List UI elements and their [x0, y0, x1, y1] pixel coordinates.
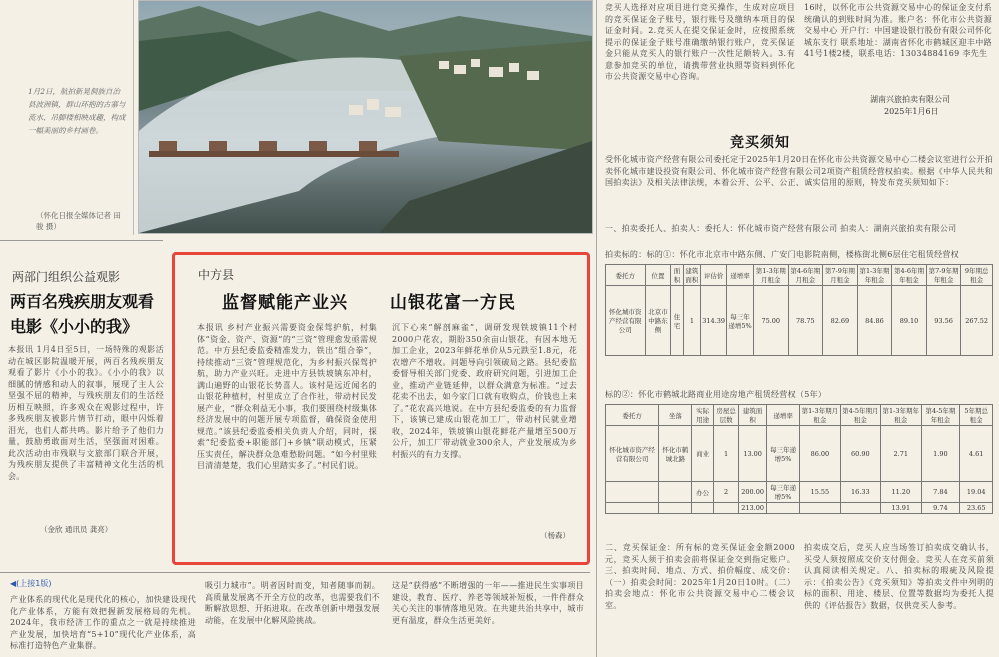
center-article-col2: 沉下心来“解剖麻雀”，调研发现铁坡镇11个村2000户花农，期盼350余亩山银花，有因本地无加工企业，2023年鲜花单价从5元跌至1.8元，花农增产不增收。问题导向引领破局之路。县纪委监委督导相关部门党委、政府研究问题，引进加工企业，推动产业链延伸，以群众满意为标准。“过去花卖不出去，如今家门口就有收购点，价钱也上来了。”花农高兴地说。在中方县纪委监委的有力监督下，该镇已建成山银花加工厂，带动村民就业增收，2024年，铁坡镇山银花鲜花产量增至500万公斤，加工厂带动就业300余人，产业发展成为乡村振兴的有力支撑。: [392, 323, 577, 459]
table-cell: 委托方: [606, 405, 659, 426]
table-cell: 314.39: [701, 286, 727, 356]
auction-lot1-desc: 拍卖标的：标的①：怀化市北京市中路东侧、广安门电影院南侧，楼栋街北侧6层住宅租赁经营权: [605, 250, 959, 259]
table-cell: [800, 503, 840, 514]
table-header-row: [606, 405, 993, 426]
table-cell: [692, 503, 713, 514]
table-cell: 19.04: [960, 482, 993, 503]
notice-date: 2025年1月6日: [884, 107, 939, 116]
table-total-row: [606, 503, 993, 514]
table-cell: 13.91: [881, 503, 921, 514]
table-cell: 商业: [692, 426, 713, 482]
table-cell: 住宅: [671, 286, 683, 356]
photo-credit: （怀化日报全媒体记者 田骏 摄）: [36, 211, 121, 231]
table-cell: 递增率: [727, 265, 754, 286]
right-top-left-col: 竞买人选择对应项目进行竞买操作，生成对应项目的竞买保证金子账号，银行账号及缴纳本项目的保证金时间。2.竞买人在提交保证金时，应按照系统提示的保证金子账号准确缴纳银行账户，竞买保证金只能从竞买人的银行账户一次性足额转入。3.有意参加竞买的单位，请携带营业执照等资料到怀化市公共资源交易中心咨询。: [605, 3, 795, 81]
center-kicker: 中方县: [198, 268, 235, 282]
table-cell: 89.10: [892, 286, 927, 356]
table-cell: 78.75: [788, 286, 823, 356]
table-cell: 5年期总租金: [960, 405, 993, 426]
table-cell: 第7-9年期年租金: [926, 265, 961, 286]
lot1-table-wrap: [605, 264, 993, 356]
table-cell: 实际用途: [692, 405, 713, 426]
table-cell: 北京市中路东侧: [645, 286, 671, 356]
table-cell: 第1-3年期年租金: [881, 405, 921, 426]
table-row: [606, 426, 993, 482]
table-cell: 1: [713, 426, 738, 482]
table-cell: 怀化城市资产经营有限公司: [606, 286, 646, 356]
left-article-credit: （金欣 通讯员 龚亮）: [40, 525, 113, 534]
table-cell: 第7-9年期月租金: [823, 265, 858, 286]
table-cell: 第1-3年期年租金: [857, 265, 892, 286]
table-cell: [606, 503, 659, 514]
center-headline-part1: 监督赋能产业兴: [222, 293, 348, 313]
table-cell: 15.55: [800, 482, 840, 503]
bottom-divider: [0, 572, 590, 573]
table-cell: [713, 503, 738, 514]
table-cell: 评估价: [701, 265, 727, 286]
table-cell: 2: [713, 482, 738, 503]
table-cell: 每三年递增5%: [766, 482, 799, 503]
table-cell: 13.00: [739, 426, 767, 482]
table-cell: 第1-3年期月租金: [753, 265, 788, 286]
table-cell: 75.00: [753, 286, 788, 356]
table-cell: 213.00: [739, 503, 767, 514]
left-headline-line2: 电影《小小的我》: [10, 317, 139, 336]
table-cell: [659, 503, 692, 514]
table-cell: 1: [683, 286, 701, 356]
section-divider: [0, 240, 163, 241]
table-cell: 第1-3年期月租金: [800, 405, 840, 426]
column-rule: [133, 0, 134, 235]
table-cell: 坐落: [659, 405, 692, 426]
table-cell: [840, 503, 880, 514]
auction-bottom-left: 二、竞买保证金：所有标的竞买保证金金额2000元，竞买人须于拍卖会前将保证金交到指定账户。三、拍卖时间、地点、方式、拍价幅度、成交价：（一）拍卖会时间：2025年1月20日10时。（二）拍卖会地点：怀化市公共资源交易中心二楼会议室。: [605, 543, 795, 610]
right-top-right-col: 16时，以怀化市公共资源交易中心的保证金支付系统确认的到账时间为准。账户名：怀化市公共资源交易中心 开户行：中国建设银行股份有限公司怀化城东支行 联系地址：湖南省怀化市鹤城区迎丰中路41号1楼2楼，联系电话：13034884169 李先生: [804, 3, 992, 58]
table-row: [606, 482, 993, 503]
lot1-table: [605, 264, 993, 356]
auction-bottom-right: 拍卖成交后，竞买人应当场签订拍卖成交确认书，买受人须按照成交价支付佣金。竞买人在竞买前须认真阅读相关规定。八、拍卖标的瑕疵及风险提示：《拍卖公告》《竞买须知》等拍卖文件中列明的标的面积、用途、楼层、位置等数据均为委托人提供的《评估报告》数据，仅供竞买人参考。: [804, 543, 994, 610]
table-cell: 60.90: [840, 426, 880, 482]
table-cell: [606, 482, 659, 503]
bottom-left-body: 产业体系的现代化是现代化的核心，加快建设现代化产业体系，方能有效把握新发展格局的先机。2024年，我市经济工作的重点之一就是持续推进产业发展，加快培育“5+10”现代化产业体系，高标准打造特色产业集群。: [10, 595, 196, 650]
river-village-photo: [139, 1, 592, 233]
table-header-row: [606, 265, 993, 286]
table-cell: 9.74: [921, 503, 960, 514]
table-cell: [659, 482, 692, 503]
center-article-col1: 本报讯 乡村产业振兴需要资金保驾护航，村集体“资金、资产、资源”的“三资”管理愈发亟需规范。中方县纪委监委精准发力，铁出“组合拳”，持续推动“三资”管理规范化，为乡村振兴保驾护航，助力产业兴旺。走进中方县铁坡镇东冲村，满山遍野的山银花长势喜人。该村是远近闻名的山银花种植村，村里成立了合作社，带动村民发展产业，“群众利益无小事，我们要围绕村级集体经济发展中的问题开展专项监督，确保资金使用规范。”该县纪委监委相关负责人介绍，同时，探索“纪委监委+职能部门+乡镇”联动模式，压紧压实责任，解决群众急难愁盼问题。“如今村里账目清清楚楚，我们心里踏实多了。”村民们说。: [197, 323, 377, 470]
table-cell: 267.52: [961, 286, 993, 356]
table-cell: 7.84: [921, 482, 960, 503]
news-photo: [138, 0, 593, 234]
auction-intro: 受怀化城市资产经营有限公司委托定于2025年1月20日在怀化市公共资源交易中心二楼会议室进行公开拍卖怀化城市建设投资有限公司、怀化城市资产经营有限公司2项资产租赁经营权拍卖。根据《中华人民共和国拍卖法》及相关法律法规，本着公开、公平、公正、诚实信用的原则，特发布竞买须知如下：: [605, 155, 993, 187]
table-cell: 1.90: [921, 426, 960, 482]
table-cell: 4.61: [960, 426, 993, 482]
lot2-table-wrap: [605, 404, 993, 514]
auction-parties: 一、拍卖委托人、拍卖人：委托人：怀化城市资产经营有限公司 拍卖人：湖南兴旅拍卖有限公司: [605, 224, 957, 233]
table-cell: 每三年递增5%: [727, 286, 754, 356]
table-cell: 每三年递增5%: [766, 426, 799, 482]
table-cell: 第4-5年期月租金: [840, 405, 880, 426]
table-cell: 建筑面积: [683, 265, 701, 286]
table-cell: 93.56: [926, 286, 961, 356]
table-cell: 房屋总层数: [713, 405, 738, 426]
table-cell: 9年期总租金: [961, 265, 993, 286]
lot2-table: [605, 404, 993, 514]
auction-lot2-desc: 标的②：怀化市鹤城北路商业用途房地产租赁经营权（5年）: [605, 390, 827, 399]
table-cell: 怀化城市资产经营有限公司: [606, 426, 659, 482]
table-cell: 84.86: [857, 286, 892, 356]
table-cell: 面积: [671, 265, 683, 286]
table-cell: 82.69: [823, 286, 858, 356]
center-headline-part2: 山银花富一方民: [390, 293, 516, 313]
table-cell: 16.33: [840, 482, 880, 503]
center-article-credit: （杨森）: [540, 531, 570, 540]
table-cell: 11.20: [881, 482, 921, 503]
auction-company-signature: 湖南兴旅拍卖有限公司: [870, 95, 950, 104]
table-cell: [766, 503, 799, 514]
bottom-center-col2: 这是“获得感”不断增强的一年——推进民生实事项目建设，教育、医疗、养老等领域补短板，一件件群众关心关注的事情落地见效。在共建共治共享中，城市更有温度，群众生活更美好。: [392, 581, 584, 625]
table-row: [606, 286, 993, 356]
left-kicker: 两部门组织公益观影: [12, 270, 121, 284]
photo-caption: 1月2日，航拍新晃侗族自治县波洲镇，群山环抱的古寨与流水、吊脚楼相映成趣，构成一幅美丽的乡村画卷。: [28, 87, 126, 135]
table-cell: 200.00: [739, 482, 767, 503]
continued-note: ◀(上接1版): [10, 579, 52, 588]
table-cell: 2.71: [881, 426, 921, 482]
table-cell: 怀化市鹤城北路: [659, 426, 692, 482]
table-cell: 86.00: [800, 426, 840, 482]
table-cell: 建筑面积: [739, 405, 767, 426]
table-cell: 办公: [692, 482, 713, 503]
table-cell: 位置: [645, 265, 671, 286]
bottom-center-col1: 吸引力城市”。明者因时而变，知者随事而制。高质量发展离不开全方位的改革，也需要我们不断解放思想、开拓进取。在改革创新中增强发展动能，在发展中化解风险挑战。: [205, 581, 380, 625]
table-cell: 委托方: [606, 265, 646, 286]
auction-notice-title: 竞买须知: [730, 135, 790, 151]
table-cell: 第4-6年期年租金: [892, 265, 927, 286]
left-headline-line1: 两百名残疾朋友观看: [10, 292, 155, 311]
table-cell: 23.65: [960, 503, 993, 514]
table-cell: 第4-5年期年租金: [921, 405, 960, 426]
table-cell: 递增率: [766, 405, 799, 426]
left-article-body: 本报讯 1月4日至5日，一场特殊的观影活动在城区影院温暖开展，两百名残疾朋友观看了影片《小小的我》。《小小的我》以细腻的情感和动人的叙事，展现了主人公坚强不屈的精神，与残疾朋友们的生活经历相互映照，许多观众在观影过程中，许多残疾朋友被影片情节打动，眼中闪烁着泪光，也们人都共鸣。影片给予了他们力量，鼓励勇敢面对生活，坚强面对困难。此次活动由市残联与文旅部门联合开展，为残疾朋友提供了丰富精神文化生活的机会。: [8, 345, 164, 481]
table-cell: 第4-6年期月租金: [788, 265, 823, 286]
page-gutter: [596, 0, 597, 657]
